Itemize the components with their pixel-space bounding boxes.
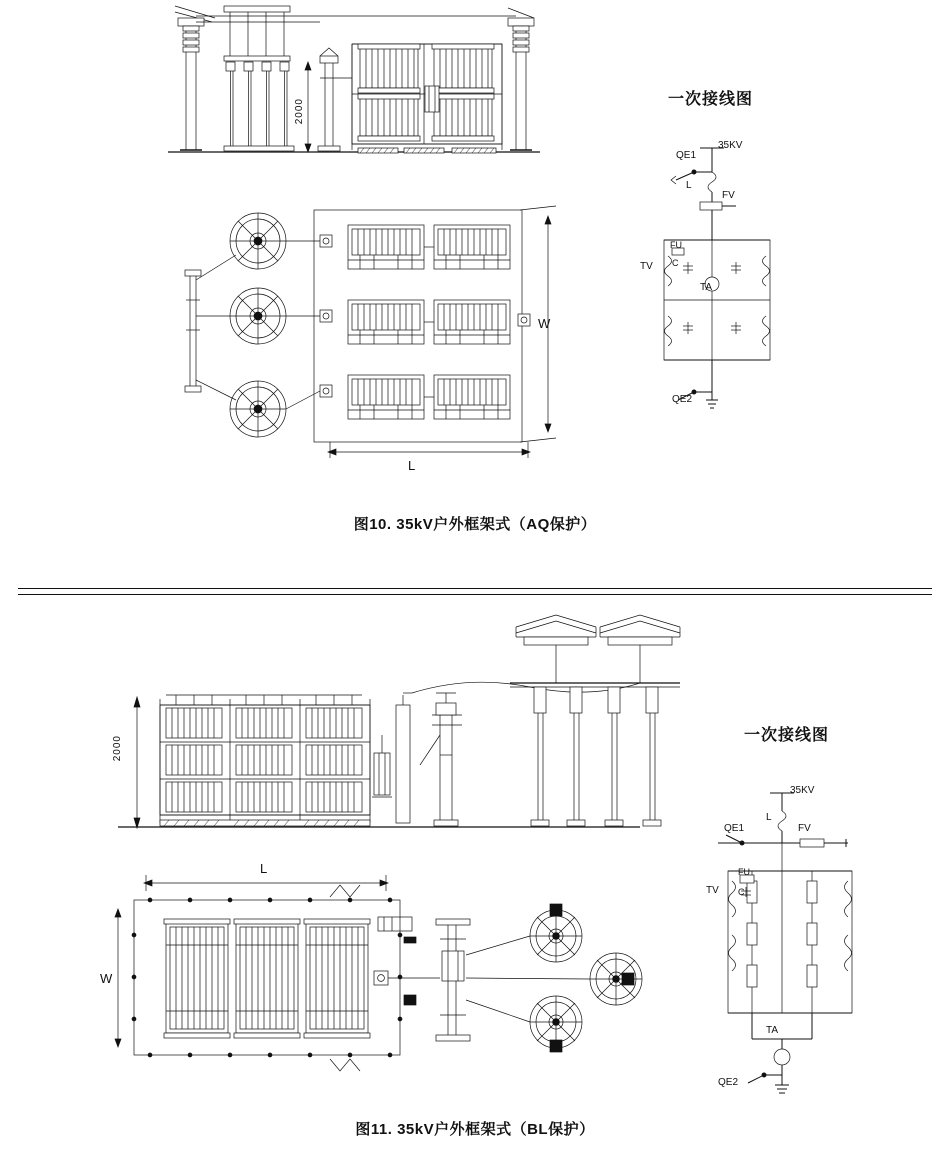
label-l-fig11: L	[766, 812, 772, 823]
label-qe2-fig11: QE2	[718, 1077, 739, 1088]
figure-11	[0, 575, 950, 1151]
label-l-fig10: L	[686, 180, 692, 191]
label-c-fig10: C	[672, 258, 679, 268]
label-qe1-fig10: QE1	[676, 150, 697, 161]
elevation-dimension-2000-fig11: 2000	[112, 735, 123, 762]
label-ta-fig11: TA	[766, 1025, 779, 1036]
label-fu-fig10: FU	[670, 240, 682, 250]
label-35kv-fig11: 35KV	[790, 785, 815, 796]
figure-10-linework	[0, 0, 950, 575]
plan-length-label-fig10: L	[408, 458, 416, 473]
elevation-dimension-2000-fig10: 2000	[294, 98, 305, 125]
label-fv-fig11: FV	[798, 823, 811, 834]
label-qe2-fig10: QE2	[672, 394, 693, 405]
schematic-title-fig10: 一次接线图	[668, 91, 754, 108]
plan-width-label-fig11: W	[100, 971, 113, 986]
figure-10-caption: 图10. 35kV户外框架式（AQ保护）	[353, 516, 597, 533]
figure-10	[0, 0, 950, 575]
label-tv-fig10: TV	[640, 261, 653, 272]
plan-width-label-fig10: W	[538, 316, 551, 331]
figure-11-caption: 图11. 35kV户外框架式（BL保护）	[355, 1121, 595, 1138]
plan-length-label-fig11: L	[260, 861, 268, 876]
label-c-fig11: C	[738, 887, 745, 897]
figure-11-linework	[0, 575, 950, 1151]
label-fv-fig10: FV	[722, 190, 735, 201]
label-fu-fig11: FU	[738, 867, 750, 877]
schematic-title-fig11: 一次接线图	[744, 727, 830, 744]
label-qe1-fig11: QE1	[724, 823, 745, 834]
label-ta-fig10: TA	[700, 282, 713, 293]
label-tv-fig11: TV	[706, 885, 719, 896]
label-35kv-fig10: 35KV	[718, 140, 743, 151]
